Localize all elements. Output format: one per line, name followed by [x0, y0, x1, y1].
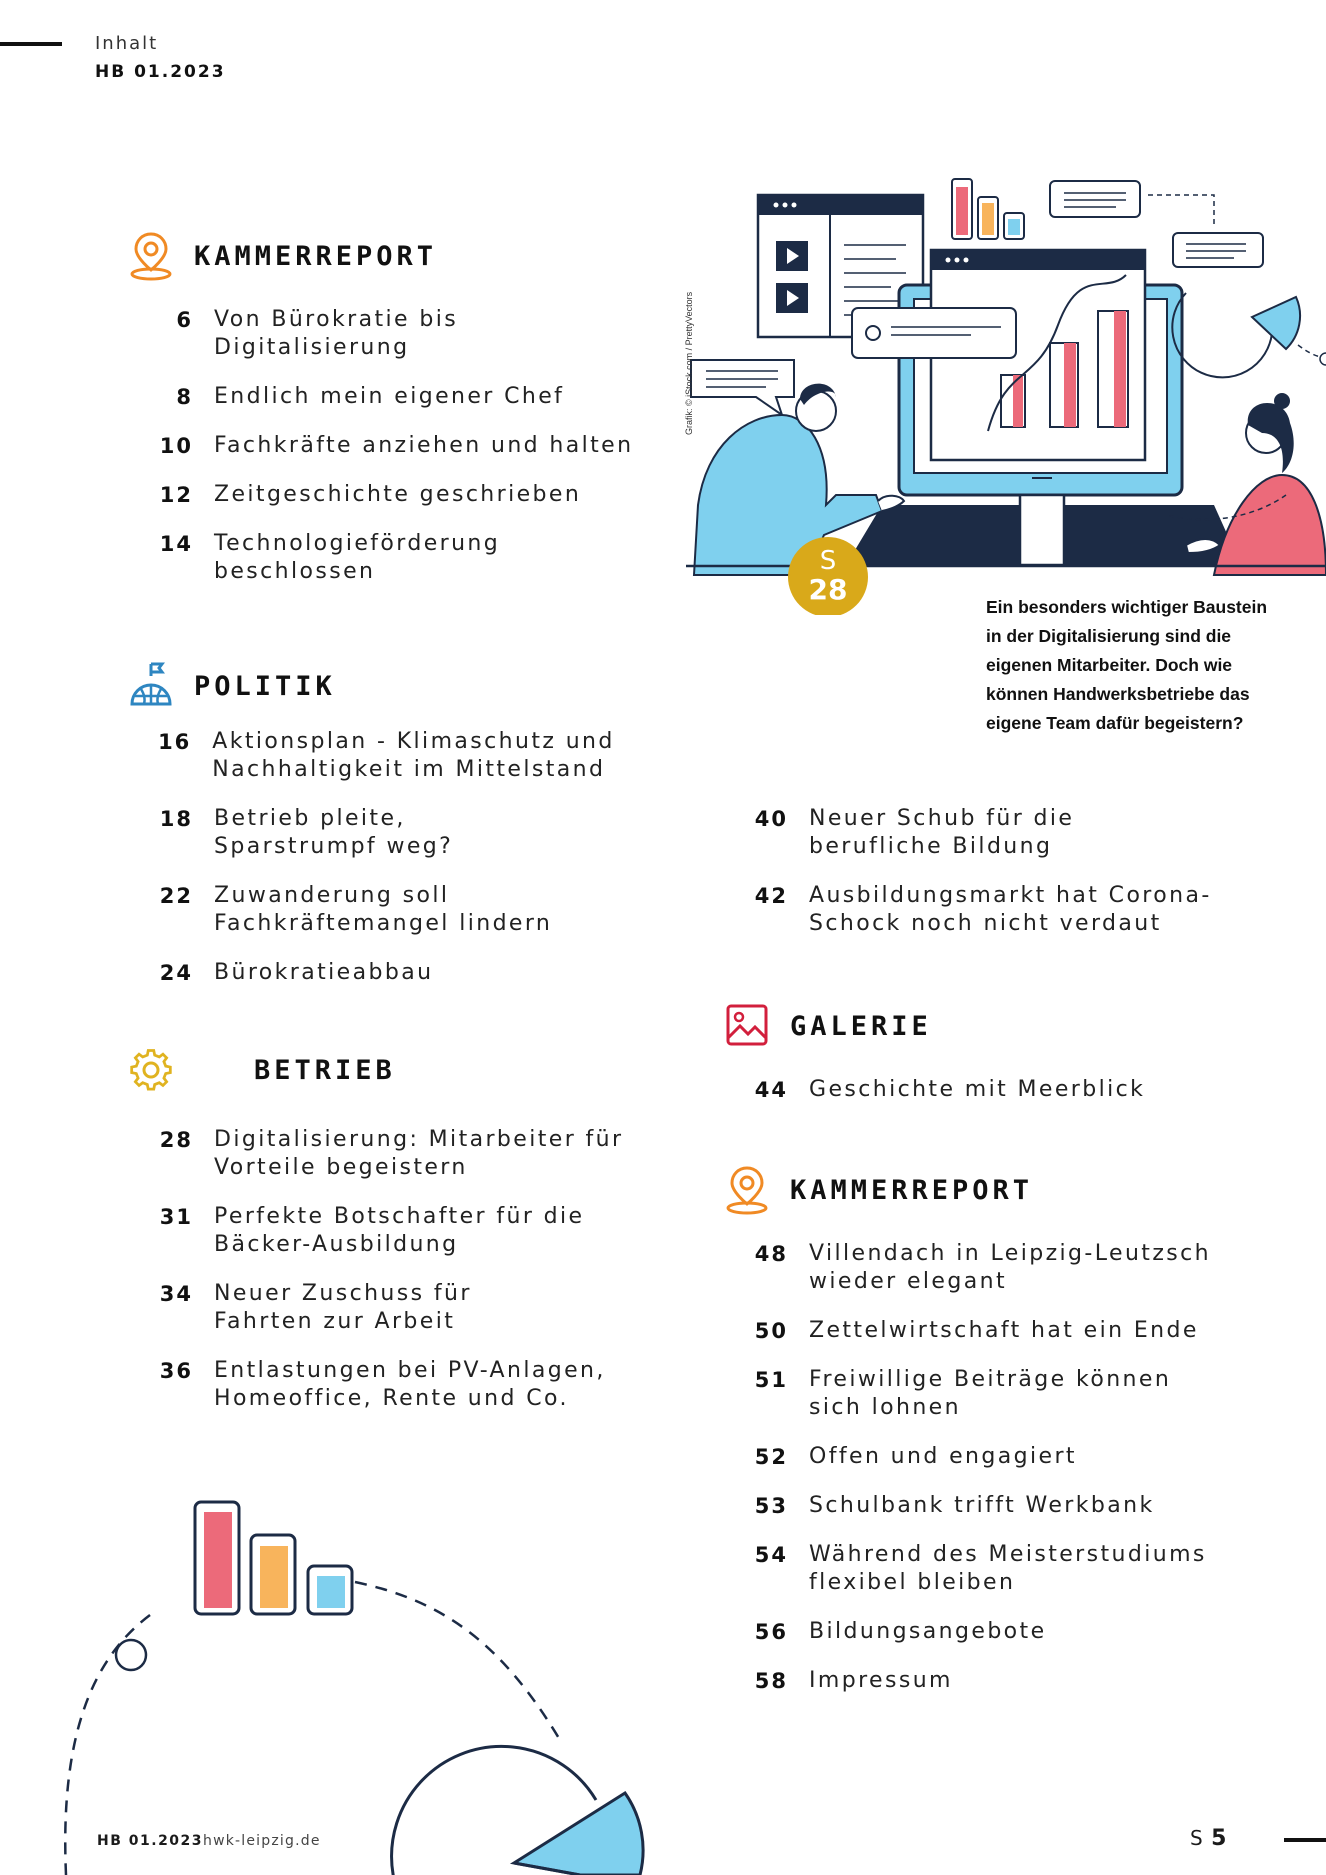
toc-page-number: 8	[176, 385, 193, 409]
toc-title: Villendach in Leipzig-Leutzsch wieder elegant	[809, 1241, 1211, 1294]
image-gallery-icon	[724, 1000, 770, 1052]
footer-issue: HB 01.2023	[97, 1833, 204, 1849]
toc-page-number: 10	[159, 434, 193, 458]
toc-title: Bürokratieabbau	[214, 960, 434, 985]
section-title: KAMMERREPORT	[790, 1174, 1034, 1206]
section-title: BETRIEB	[254, 1054, 396, 1086]
toc-item[interactable]	[138, 805, 658, 861]
toc-page-number: 14	[159, 532, 193, 556]
toc-item[interactable]	[733, 1667, 1293, 1695]
toc-item[interactable]	[138, 383, 658, 411]
toc-list-galerie	[733, 1076, 1273, 1125]
gear-icon	[128, 1044, 174, 1096]
toc-list-kammerreport-right	[733, 1240, 1293, 1716]
toc-item[interactable]	[138, 481, 658, 509]
toc-title: Impressum	[809, 1668, 953, 1693]
section-title: KAMMERREPORT	[194, 240, 438, 272]
toc-item[interactable]	[733, 1541, 1293, 1597]
toc-title: Schulbank trifft Werkbank	[809, 1493, 1155, 1518]
toc-page-number: 44	[754, 1078, 788, 1102]
toc-item[interactable]	[733, 1443, 1293, 1471]
toc-page-number: 28	[159, 1128, 193, 1152]
footer-page-number	[1190, 1826, 1227, 1851]
toc-page-number: 50	[754, 1319, 788, 1343]
toc-item[interactable]	[138, 1357, 658, 1413]
toc-item[interactable]	[138, 432, 658, 460]
header-rule	[0, 42, 62, 46]
toc-title: Aktionsplan - Klimaschutz und Nachhaltigkeit im Mittelstand	[212, 729, 615, 782]
toc-title: Digitalisierung: Mitarbeiter für Vorteile begeistern	[214, 1127, 624, 1180]
section-kammerreport-left	[128, 230, 437, 282]
digitalization-illustration	[686, 175, 1326, 615]
toc-title: Geschichte mit Meerblick	[809, 1077, 1146, 1102]
globe-flag-icon	[128, 660, 174, 712]
toc-title: Betrieb pleite, Sparstrumpf weg?	[214, 806, 454, 859]
section-kammerreport-right	[724, 1164, 1033, 1216]
toc-title: Ausbildungsmarkt hat Corona-Schock noch nicht verdaut	[809, 883, 1212, 936]
toc-item[interactable]	[138, 1126, 658, 1182]
toc-title: Von Bürokratie bis Digitalisierung	[214, 307, 459, 360]
location-pin-icon	[724, 1164, 770, 1216]
toc-item[interactable]	[138, 882, 658, 938]
toc-title: Zeitgeschichte geschrieben	[214, 482, 582, 507]
header-issue: HB 01.2023	[95, 62, 226, 82]
toc-page-number: 18	[159, 807, 193, 831]
toc-list-bildung	[733, 805, 1273, 959]
badge-prefix: S	[819, 546, 837, 576]
toc-list-politik	[138, 728, 658, 1008]
toc-page-number: 52	[754, 1445, 788, 1469]
toc-item[interactable]	[733, 1366, 1293, 1422]
toc-page-number: 36	[159, 1359, 193, 1383]
toc-item[interactable]	[138, 959, 658, 987]
toc-title: Fachkräfte anziehen und halten	[214, 433, 634, 458]
toc-item[interactable]	[733, 1240, 1293, 1296]
toc-title: Zuwanderung soll Fachkräftemangel lindern	[214, 883, 553, 936]
footer-rule	[1284, 1838, 1326, 1842]
toc-page-number: 24	[159, 961, 193, 985]
section-galerie	[724, 1000, 932, 1052]
toc-page-number: 54	[754, 1543, 788, 1567]
toc-page-number: 22	[159, 884, 193, 908]
toc-page-number: 12	[159, 483, 193, 507]
toc-item[interactable]	[733, 1317, 1293, 1345]
toc-page-number: 31	[159, 1205, 193, 1229]
toc-page-number: 58	[754, 1669, 788, 1693]
toc-page-number: 6	[176, 308, 193, 332]
toc-item[interactable]	[138, 530, 658, 586]
toc-title: Endlich mein eigener Chef	[214, 384, 565, 409]
toc-title: Bildungsangebote	[809, 1619, 1047, 1644]
section-politik	[128, 660, 336, 712]
section-title: GALERIE	[790, 1010, 932, 1042]
toc-item[interactable]	[733, 805, 1273, 861]
toc-item[interactable]	[733, 1492, 1293, 1520]
toc-item[interactable]	[138, 1280, 658, 1336]
footer-page-value: 5	[1211, 1826, 1228, 1851]
toc-title: Neuer Schub für die berufliche Bildung	[809, 806, 1075, 859]
toc-item[interactable]	[138, 306, 658, 362]
section-betrieb	[128, 1044, 396, 1096]
bar-chart-pie-decoration	[40, 1490, 680, 1875]
toc-item[interactable]	[733, 1618, 1293, 1646]
footer-page-prefix: S	[1190, 1826, 1204, 1850]
toc-page-number: 51	[754, 1368, 788, 1392]
toc-page-number: 53	[754, 1494, 788, 1518]
toc-page-number: 16	[158, 730, 192, 754]
toc-page-number: 42	[754, 884, 788, 908]
toc-item[interactable]	[733, 1076, 1273, 1104]
toc-title: Neuer Zuschuss für Fahrten zur Arbeit	[214, 1281, 472, 1334]
toc-item[interactable]	[733, 882, 1273, 938]
toc-list-betrieb	[138, 1126, 658, 1434]
toc-page-number: 56	[754, 1620, 788, 1644]
toc-item[interactable]	[138, 728, 658, 784]
toc-title: Perfekte Botschafter für die Bäcker-Ausbildung	[214, 1204, 585, 1257]
toc-title: Während des Meisterstudiums flexibel bleiben	[809, 1542, 1207, 1595]
toc-item[interactable]	[138, 1203, 658, 1259]
toc-title: Entlastungen bei PV-Anlagen, Homeoffice, Rente und Co.	[214, 1358, 606, 1411]
footer-url[interactable]: hwk-leipzig.de	[203, 1833, 321, 1849]
toc-page-number: 40	[754, 807, 788, 831]
feature-caption: Ein besonders wichtiger Baustein in der Digitalisierung sind die eigenen Mitarbeiter. Doch wie können Handwerksbetriebe das eigene Team dafür begeistern?	[986, 597, 1268, 733]
badge-page: 28	[808, 573, 848, 606]
location-pin-icon	[128, 230, 174, 282]
toc-title: Offen und engagiert	[809, 1444, 1077, 1469]
header-label: Inhalt	[95, 33, 159, 54]
section-title: POLITIK	[194, 670, 336, 702]
toc-page-number: 48	[754, 1242, 788, 1266]
toc-title: Zettelwirtschaft hat ein Ende	[809, 1318, 1199, 1343]
toc-title: Technologieförderung beschlossen	[214, 531, 501, 584]
toc-page-number: 34	[159, 1282, 193, 1306]
toc-title: Freiwillige Beiträge können sich lohnen	[809, 1367, 1172, 1420]
toc-list-kammerreport-left	[138, 306, 658, 607]
image-credit: Grafik: © iStock.com / PrettyVectors	[684, 291, 694, 435]
